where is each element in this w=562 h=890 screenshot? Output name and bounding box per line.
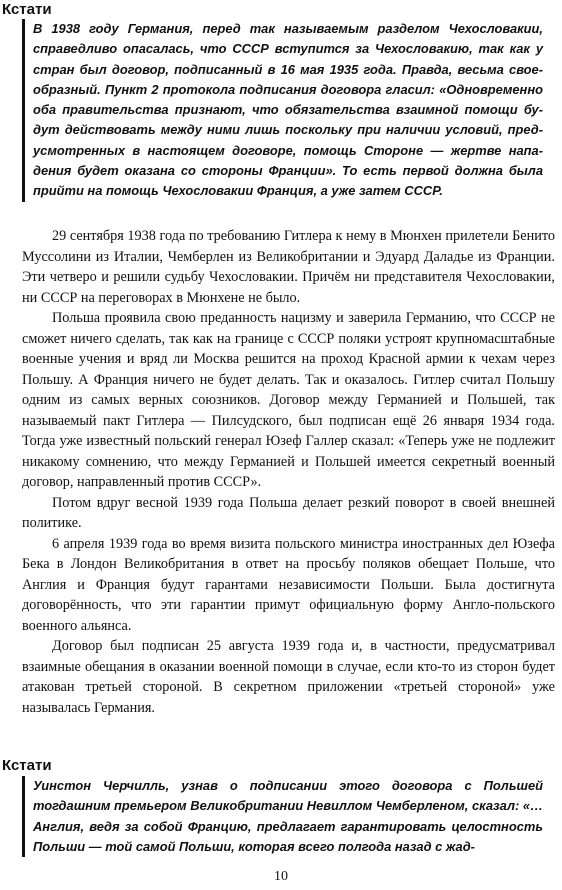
kstati-box (22, 19, 543, 202)
kstati-paragraph: Уинстон Черчилль, узнав о подписании этого договора с Польшей тогдашним премьером Великобритании Невиллом Чемберленом, сказал: «…Англия, ведя за собой Францию, предлагает гарантировать целостность Польши — той самой Польши, которая всего полгода назад с жад- (33, 778, 543, 854)
kstati-paragraph: В 1938 году Германия, перед так называемым разделом Чехословакии, справедливо опасалась, что СССР вступится за Чехословакию, так как у стран был договор, подписанный в 16 мая 1935 года. Правда, весьма своеобразный. Пункт 2 протокола подписания договора гласил: «Одновременно оба правительства признают, что обязательства взаимной помощи будут действовать между ними лишь поскольку при наличии условий, предусмотренных в настоящем договоре, помощь Стороне — жертве нападения будет оказана со стороны Франции». То есть первой должна была прийти на помощь Чехословакии Франция, а уже затем СССР. (33, 21, 543, 199)
kstati-heading: Кстати (2, 1, 52, 18)
page-number: 10 (274, 869, 288, 884)
main-paragraph: 6 апреля 1939 года во время визита польского министра иностранных дел Юзефа Бека в Лондон Великобритания в ответ на просьбу поляков обещает Польше, что Англия и Франция будут гарантами независимости Польши. Была достигнута договорённость, что эти гарантии примут официальную форму Англо-польского военного альянса. (22, 535, 555, 634)
main-paragraph: Польша проявила свою преданность нацизму и заверила Германию, что СССР не сможет ничего сделать, так как на границе с СССР поляки устроят крупномасштабные военные учения и вряд ли Москва решится на проход Красной армии к чехам через Польшу. А Франция ничего не будет делать. Так и оказалось. Гитлер считал Польшу одним из самых верных союзников. Договор между Германией и Польшей, так называемый пакт Гитлера — Пилсудского, был подписан ещё 26 января 1934 года. Тогда уже известный польский генерал Юзеф Галлер сказал: «Теперь уже не подлежит никакому сомнению, что между Германией и Польшей имеется секретный военный договор, направленный против СССР». (22, 310, 555, 490)
main-paragraph: Потом вдруг весной 1939 года Польша делает резкий поворот в своей внешней политике. (22, 494, 555, 531)
kstati-heading: Кстати (2, 757, 52, 774)
main-paragraph: 29 сентября 1938 года по требованию Гитлера к нему в Мюнхен прилетели Бенито Муссолини из Италии, Чемберлен из Великобритании и Эдуард Даладье из Франции. Эти четверо и решили судьбу Чехословакии. Причём ни представителя Чехословакии, ни СССР на переговорах в Мюнхене не было. (22, 228, 555, 306)
main-paragraph: Договор был подписан 25 августа 1939 года и, в частности, предусматривал взаимные обещания в оказании военной помощи в случае, если кто-то из сторон будет атакован третьей стороной. В секретном приложении «третьей стороной» уже называлась Германия. (22, 638, 555, 716)
kstati-box (22, 776, 543, 857)
main-text (22, 226, 555, 718)
